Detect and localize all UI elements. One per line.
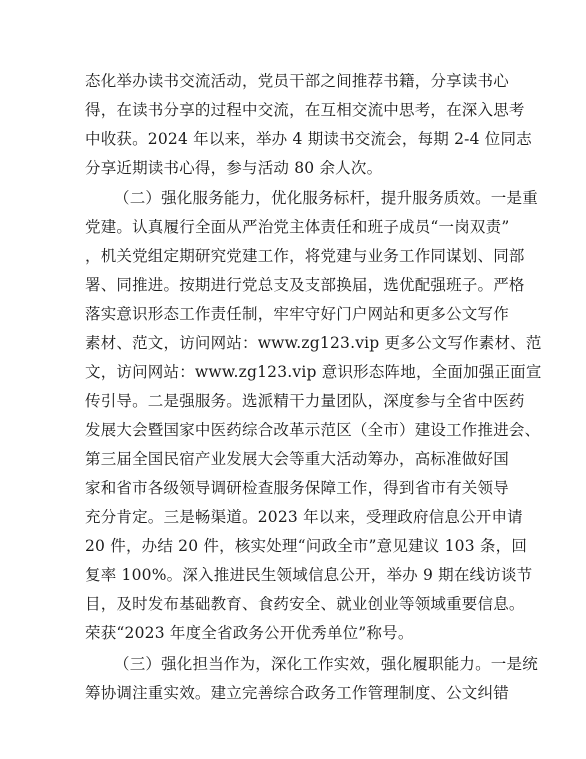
text-line: 复率 100%。深入推进民生领域信息公开，举办 9 期在线访谈节	[85, 566, 533, 584]
text-line: 分享近期读书心得，参与活动 80 余人次。	[85, 159, 383, 177]
text-line: 传引导。二是强服务。选派精干力量团队，深度参与全省中医药	[85, 392, 525, 410]
text-line: 得，在读书分享的过程中交流，在互相交流中思考，在深入思考	[85, 101, 525, 119]
text-line: 署、同推进。按期进行党总支及支部换届，选优配强班子。严格	[85, 276, 525, 294]
section-heading-line: （二）强化服务能力，优化服务标杆，提升服务质效。一是重	[114, 189, 538, 207]
text-line: 态化举办读书交流活动，党员干部之间推荐书籍，分享读书心	[85, 72, 509, 90]
text-line: 20 件，办结 20 件，核实处理“问政全市”意见建议 103 条，回	[85, 537, 528, 555]
text-line: 目，及时发布基础教育、食药安全、就业创业等领域重要信息。	[85, 595, 525, 613]
text-line: 荣获“2023 年度全省政务公开优秀单位”称号。	[85, 624, 414, 642]
text-line: 筹协调注重实效。建立完善综合政务工作管理制度、公文纠错	[85, 684, 509, 702]
text-line: 素材、范文，访问网站：www.zg123.vip 更多公文写作素材、范	[85, 334, 542, 352]
text-line: 中收获。2024 年以来，举办 4 期读书交流会，每期 2-4 位同志	[85, 130, 532, 148]
text-line: 发展大会暨国家中医药综合改革示范区（全市）建设工作推进会、	[85, 421, 541, 439]
text-line: 党建。认真履行全面从严治党主体责任和班子成员“一岗双责”	[85, 218, 510, 236]
text-line: ，机关党组定期研究党建工作，将党建与业务工作同谋划、同部	[85, 247, 525, 265]
text-line: 文，访问网站：www.zg123.vip 意识形态阵地，全面加强正面宣	[85, 363, 542, 381]
text-line: 家和省市各级领导调研检查服务保障工作，得到省市有关领导	[85, 479, 509, 497]
text-line: 第三届全国民宿产业发展大会等重大活动筹办，高标准做好国	[85, 450, 509, 468]
text-line: 落实意识形态工作责任制，牢牢守好门户网站和更多公文写作	[85, 305, 509, 323]
text-line: 充分肯定。三是畅渠道。2023 年以来，受理政府信息公开申请	[85, 508, 523, 526]
section-heading-line: （三）强化担当作为，深化工作实效，强化履职能力。一是统	[114, 655, 538, 673]
